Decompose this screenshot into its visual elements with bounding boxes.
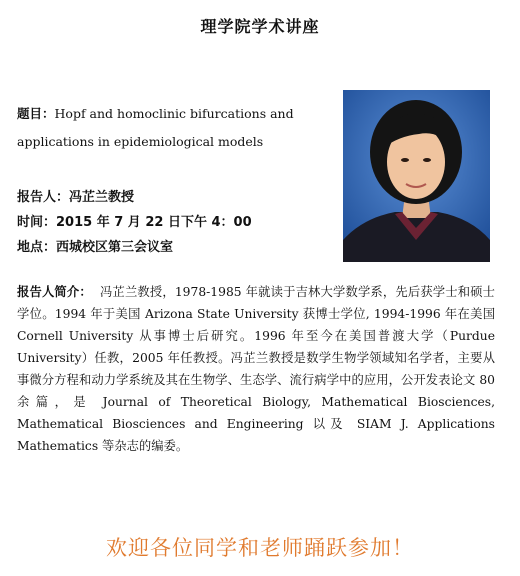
speaker-bio xyxy=(17,281,495,457)
topic-label: 题目： xyxy=(17,106,55,121)
speaker-photo xyxy=(343,90,490,262)
location-line: 地点：西城校区第三会议室 xyxy=(17,240,174,255)
bio-label: 报告人简介： xyxy=(17,285,92,299)
topic-text: Hopf and homoclinic bifurcations and applications in epidemiological models xyxy=(17,106,294,149)
bio-text: 冯芷兰教授，1978-1985 年就读于吉林大学数学系，先后获学士和硕士学位。1994 年于美国 Arizona State University 获博士学位, 1994-1996 年在美国 Cornell University 从事博士后研究。1996 年至今在美国普渡大学（Purdue University）任教，2005 年任教授。冯芷兰教授是数学生物学领域知名学者，主要从事微分方程和动力学系统及其在生物学、生态学、流行病学中的应用，公开发表论文 80 余篇，是 Journal of Theoretical Biology, Mathematical Biosciences, Mathematical Biosciences and Engineering 以及 SIAM J. Applications Mathematics 等杂志的编委。 xyxy=(17,285,495,453)
welcome-banner: 欢迎各位同学和老师踊跃参加！ xyxy=(106,536,414,560)
speaker-line: 报告人：冯芷兰教授 xyxy=(17,190,135,205)
lecture-topic xyxy=(17,100,332,156)
time-line: 时间：2015 年 7 月 22 日下午 4：00 xyxy=(17,215,252,230)
page-title: 理学院学术讲座 xyxy=(200,17,320,36)
